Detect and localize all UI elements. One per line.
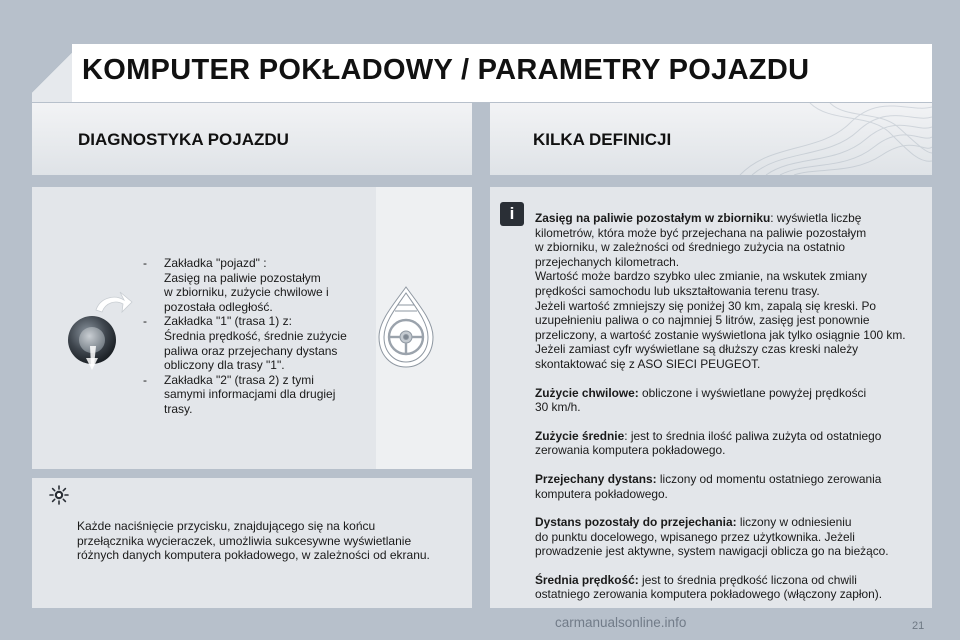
definition-current-consumption: Zużycie chwilowe: obliczone i wyświetlane powyżej prędkości 30 km/h. <box>535 385 867 415</box>
section-title-definitions: KILKA DEFINICJI <box>533 130 672 149</box>
steering-wheel-icon <box>375 283 437 371</box>
list-item: - Zakładka "1" (trasa 1) z: Średnia prędkość, średnie zużycie paliwa oraz przejechany dystans obliczony dla trasy "1". <box>143 314 347 373</box>
diagnostics-list <box>140 256 380 417</box>
tip-text: Każde naciśnięcie przycisku, znajdującego się na końcu przełącznika wycieraczek, umożliwia sukcesywne wyświetlanie różnych danych komputera pokładowego, w zależności od ekranu. <box>77 519 430 563</box>
definitions-list <box>535 211 925 616</box>
page-title: KOMPUTER POKŁADOWY / PARAMETRY POJAZDU <box>82 54 810 86</box>
definition-term: Zużycie średnie <box>535 428 625 443</box>
definition-average-consumption: Zużycie średnie: jest to średnia ilość paliwa zużyta od ostatniego zerowania komputera pokładowego. <box>535 428 882 458</box>
definition-term: Dystans pozostały do przejechania: <box>535 515 737 530</box>
list-dash: - <box>143 314 147 329</box>
list-item-label: Zakładka "1" (trasa 1) z: <box>164 314 292 329</box>
definition-range: Zasięg na paliwie pozostałym w zbiorniku: wyświetla liczbę kilometrów, która może być przejechana na paliwie pozostałym w zbiorniku, w zależności od średniego zużycia na ostatnio przejechanych kilometrach. Wartość może bardzo szybko ulec zmianie, na wskutek zmiany prędkości samochodu lub ukształtowania terenu trasy. Jeżeli wartość zmniejszy się poniżej 30 km, zapalą się kreski. Po uzupełnieniu paliwa o co najmniej 5 litrów, zasięg jest ponownie przeliczony, a wartość zostanie wyświetlona jak tylko osiągnie 100 km. Jeżeli zamiast cyfr wyświetlane są dłuższy czas kreski należy skontaktować się z ASO SIECI PEUGEOT. <box>535 211 906 371</box>
wiper-stalk-button-illustration <box>60 290 140 370</box>
list-item: - Zakładka "pojazd" : Zasięg na paliwie pozostałym w zbiorniku, zużycie chwilowe i pozostała odległość. <box>143 256 329 314</box>
list-item-label: Zakładka "pojazd" : <box>164 256 267 270</box>
title-band-corner <box>32 44 72 102</box>
section-title-diagnostics: DIAGNOSTYKA POJAZDU <box>78 130 289 149</box>
watermark: carmanualsonline.info <box>555 615 687 630</box>
definition-term: Przejechany dystans: <box>535 471 657 486</box>
definition-distance-remaining: Dystans pozostały do przejechania: liczony w odniesieniu do punktu docelowego, wpisanego przez użytkownika. Jeżeli prowadzenie jest aktywne, system nawigacji oblicza go na bieżąco. <box>535 515 889 559</box>
info-icon: i <box>500 202 524 226</box>
header-divider <box>472 103 490 175</box>
list-item: - Zakładka "2" (trasa 2) z tymi samymi informacjami dla drugiej trasy. <box>143 372 336 416</box>
definition-term: Zużycie chwilowe: <box>535 385 639 400</box>
definition-term: Zasięg na paliwie pozostałym w zbiorniku <box>535 211 771 225</box>
definition-distance-travelled: Przejechany dystans: liczony od momentu ostatniego zerowania komputera pokładowego. <box>535 471 882 501</box>
lightbulb-icon <box>48 484 70 506</box>
definition-term: Średnia prędkość: <box>535 572 639 587</box>
list-item-label: Zakładka "2" (trasa 2) z tymi <box>164 372 314 387</box>
list-dash: - <box>143 372 147 387</box>
definition-average-speed: Średnia prędkość: jest to średnia prędkość liczona od chwili ostatniego zerowania komputera pokładowego (włączony zapłon). <box>535 572 883 602</box>
list-dash: - <box>143 256 147 270</box>
page-number: 21 <box>912 620 925 632</box>
